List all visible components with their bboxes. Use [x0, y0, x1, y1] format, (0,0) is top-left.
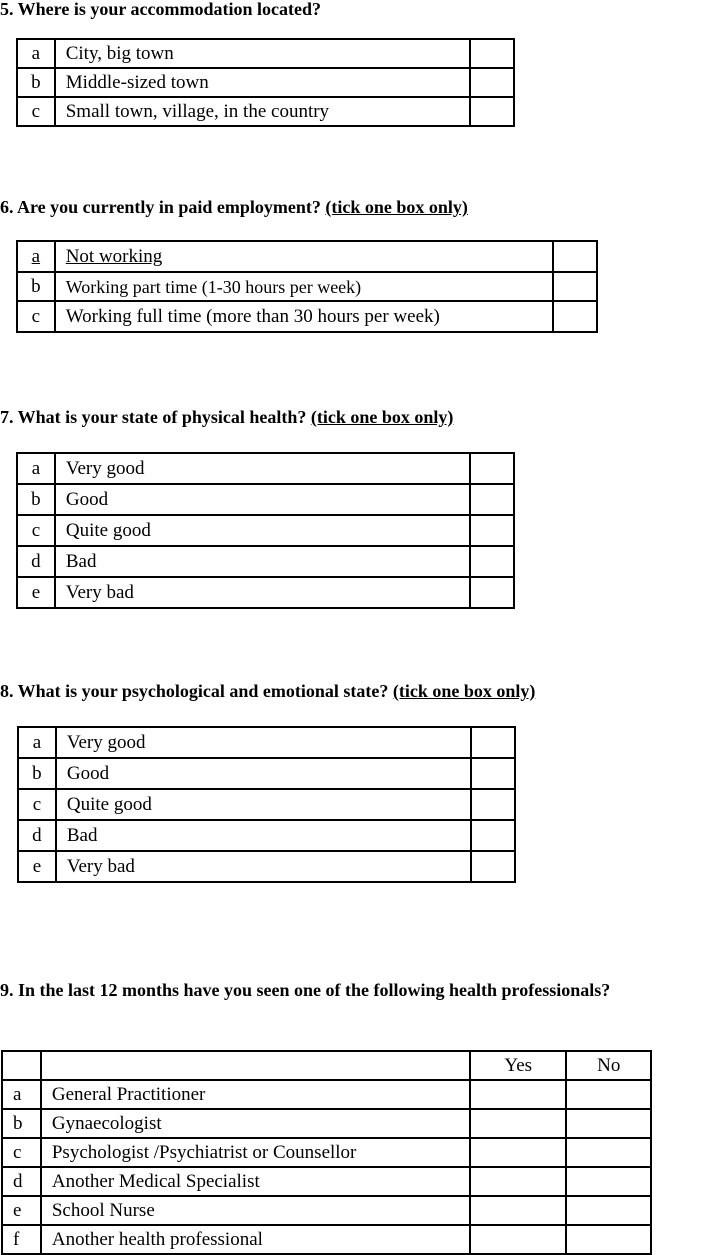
grid-header-row — [2, 1051, 651, 1080]
tick-box[interactable] — [470, 97, 514, 126]
option-letter: e — [17, 577, 55, 608]
option-label: Very good — [55, 453, 470, 484]
no-tick-box[interactable] — [566, 1167, 651, 1196]
question-5-text: 5. Where is your accommodation located? — [0, 0, 321, 19]
option-letter: c — [17, 97, 55, 126]
option-row — [18, 758, 515, 789]
question-6-text: 6. Are you currently in paid employment? — [0, 197, 321, 217]
option-label: Middle-sized town — [55, 68, 471, 97]
tick-box[interactable] — [470, 577, 514, 608]
option-label: Another health professional — [41, 1225, 470, 1254]
option-row — [17, 577, 514, 608]
option-label: Bad — [55, 546, 470, 577]
no-tick-box[interactable] — [566, 1138, 651, 1167]
option-letter: e — [2, 1196, 41, 1225]
option-label: School Nurse — [41, 1196, 470, 1225]
option-letter: b — [17, 68, 55, 97]
option-row — [18, 727, 515, 758]
option-label: Gynaecologist — [41, 1109, 470, 1138]
question-9-grid — [1, 1050, 652, 1255]
tick-box[interactable] — [470, 39, 514, 68]
tick-box[interactable] — [470, 68, 514, 97]
option-label: Very good — [56, 727, 471, 758]
question-7-title — [0, 408, 453, 426]
option-letter: d — [2, 1167, 41, 1196]
option-letter: d — [17, 546, 55, 577]
option-label: Very bad — [55, 577, 470, 608]
option-label: Another Medical Specialist — [41, 1167, 470, 1196]
option-label: Psychologist /Psychiatrist or Counsellor — [41, 1138, 470, 1167]
grid-row — [2, 1080, 651, 1109]
question-6-hint: (tick one box only) — [325, 197, 468, 217]
question-6-title — [0, 198, 468, 216]
option-label: Bad — [56, 820, 471, 851]
option-row — [17, 68, 514, 97]
tick-box[interactable] — [471, 820, 515, 851]
option-row — [17, 515, 514, 546]
option-label: Working part time (1-30 hours per week) — [55, 272, 554, 301]
option-letter: c — [17, 515, 55, 546]
option-letter: b — [17, 484, 55, 515]
option-row — [17, 453, 514, 484]
option-row — [18, 851, 515, 882]
option-label: Working full time (more than 30 hours per week) — [55, 301, 554, 332]
yes-tick-box[interactable] — [470, 1138, 566, 1167]
tick-box[interactable] — [470, 515, 514, 546]
no-column-header: No — [566, 1051, 651, 1080]
tick-box[interactable] — [470, 484, 514, 515]
no-tick-box[interactable] — [566, 1225, 651, 1254]
yes-tick-box[interactable] — [470, 1109, 566, 1138]
option-letter: c — [2, 1138, 41, 1167]
tick-box[interactable] — [471, 758, 515, 789]
tick-box[interactable] — [553, 272, 597, 301]
option-label: Quite good — [56, 789, 471, 820]
option-letter: a — [2, 1080, 41, 1109]
option-label: Not working — [55, 241, 554, 272]
tick-box[interactable] — [553, 301, 597, 332]
question-5-title — [0, 0, 321, 18]
grid-row — [2, 1167, 651, 1196]
option-letter: b — [2, 1109, 41, 1138]
grid-row — [2, 1109, 651, 1138]
no-tick-box[interactable] — [566, 1109, 651, 1138]
option-letter: b — [18, 758, 56, 789]
option-letter: a — [18, 727, 56, 758]
tick-box[interactable] — [471, 789, 515, 820]
question-7-options — [16, 452, 515, 609]
tick-box[interactable] — [471, 727, 515, 758]
grid-row — [2, 1138, 651, 1167]
option-letter: b — [17, 272, 55, 301]
option-row — [17, 272, 597, 301]
option-letter: a — [17, 453, 55, 484]
yes-tick-box[interactable] — [470, 1225, 566, 1254]
yes-tick-box[interactable] — [470, 1196, 566, 1225]
yes-tick-box[interactable] — [470, 1080, 566, 1109]
no-tick-box[interactable] — [566, 1196, 651, 1225]
question-7-text: 7. What is your state of physical health? — [0, 407, 307, 427]
option-row — [18, 820, 515, 851]
option-row — [17, 97, 514, 126]
yes-column-header: Yes — [470, 1051, 566, 1080]
question-8-text: 8. What is your psychological and emotional state? — [0, 681, 389, 701]
option-label: City, big town — [55, 39, 471, 68]
no-tick-box[interactable] — [566, 1080, 651, 1109]
option-letter: a — [17, 241, 55, 272]
option-label: Good — [56, 758, 471, 789]
question-8-options — [17, 726, 516, 883]
question-8-title — [0, 682, 535, 700]
tick-box[interactable] — [471, 851, 515, 882]
option-label: Quite good — [55, 515, 470, 546]
tick-box[interactable] — [553, 241, 597, 272]
option-row — [18, 789, 515, 820]
option-row — [17, 301, 597, 332]
option-label: Very bad — [56, 851, 471, 882]
option-letter: e — [18, 851, 56, 882]
option-letter: f — [2, 1225, 41, 1254]
option-letter: d — [18, 820, 56, 851]
option-row — [17, 546, 514, 577]
question-7-hint: (tick one box only) — [310, 407, 454, 427]
question-9-text: 9. In the last 12 months have you seen one of the following health professionals? — [0, 980, 611, 1000]
grid-header-blank — [41, 1051, 470, 1080]
option-label: Good — [55, 484, 470, 515]
option-row — [17, 241, 597, 272]
grid-header-blank — [2, 1051, 41, 1080]
yes-tick-box[interactable] — [470, 1167, 566, 1196]
question-8-hint: (tick one box only) — [392, 681, 536, 701]
option-row — [17, 39, 514, 68]
tick-box[interactable] — [470, 546, 514, 577]
option-letter: a — [17, 39, 55, 68]
question-5-options — [16, 38, 515, 127]
option-letter: c — [18, 789, 56, 820]
option-label: Small town, village, in the country — [55, 97, 471, 126]
grid-row — [2, 1225, 651, 1254]
question-6-options — [16, 240, 598, 333]
option-letter: c — [17, 301, 55, 332]
tick-box[interactable] — [470, 453, 514, 484]
grid-row — [2, 1196, 651, 1225]
option-row — [17, 484, 514, 515]
question-9-title — [0, 981, 610, 999]
option-label: General Practitioner — [41, 1080, 470, 1109]
